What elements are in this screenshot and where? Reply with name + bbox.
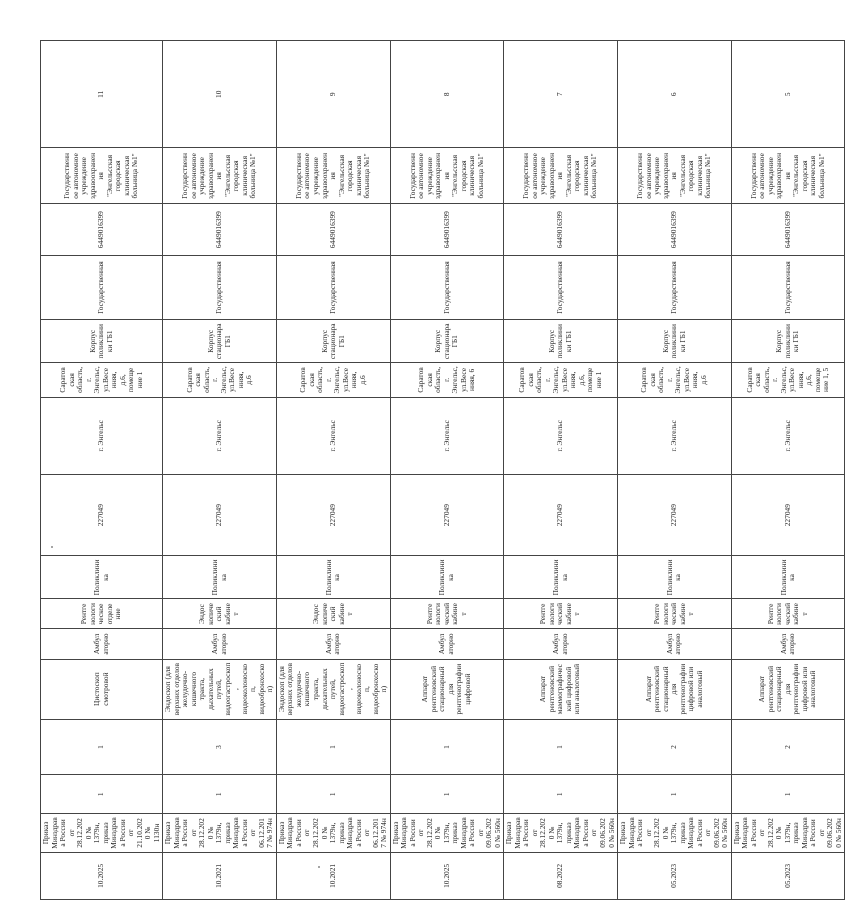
- record-field-13: Приказ Минздрава России от 28.12.2020 № 1379н, приказ Минздрава России от 09.06.2020 № 560н: [390, 814, 504, 853]
- record-11: [41, 41, 163, 900]
- record-field-9: Амбулаторно: [41, 629, 163, 659]
- record-field-9: Амбулаторно: [504, 629, 618, 659]
- record-field-5: г. Энгельс: [163, 397, 277, 474]
- record-field-0: Государственное автономное учреждение здравоохранения "Энгельсская городская клиническая больница №1": [163, 148, 277, 204]
- record-field-7: Поликлиника: [390, 556, 504, 599]
- rotated-table-block: [40, 40, 843, 900]
- record-field-9: Амбулаторно: [276, 629, 390, 659]
- record-field-3: Корпус поликлиники ГБ1: [618, 320, 732, 363]
- record-field-8: Эндоскопический кабинет: [163, 599, 277, 629]
- record-field-0: Государственное автономное учреждение здравоохранения "Энгельсская городская клиническая больница №1": [618, 148, 732, 204]
- record-field-13: Приказ Минздрава России от 28.12.2020 № 1379н, приказ Минздрава России от 09.06.2020 № 560н: [731, 814, 845, 853]
- record-field-11: 1: [504, 719, 618, 775]
- record-field-13: Приказ Минздрава России от 28.12.2020 № 1379н, приказ Минздрава России от 06.12.2017 № 974н: [163, 814, 277, 853]
- record-field-5: г. Энгельс: [276, 397, 390, 474]
- record-field-8: Рентгенологическое отделение: [41, 599, 163, 629]
- record-number: 11: [41, 41, 163, 149]
- record-field-14: 10.2025: [41, 852, 163, 899]
- record-field-0: Государственное автономное учреждение здравоохранения "Энгельсская городская клиническая больница №1": [276, 148, 390, 204]
- record-field-2: Государственная: [41, 255, 163, 319]
- record-field-1: 6449016399: [390, 204, 504, 256]
- record-field-11: 1: [276, 719, 390, 775]
- record-field-14: 10.2025: [390, 852, 504, 899]
- record-field-10: Аппарат рентгеновский стационарный для рентгенографии цифровой или аналоговый: [731, 659, 845, 719]
- record-field-13: Приказ Минздрава России от 28.12.2020 № 1379н, приказ Минздрава России от 06.12.2017 № 974н: [276, 814, 390, 853]
- record-number: 7: [504, 41, 618, 149]
- record-6: [618, 41, 732, 900]
- record-field-2: Государственная: [731, 255, 845, 319]
- record-field-3: Корпус стационара ГБ1: [276, 320, 390, 363]
- record-field-8: Рентгенологический кабинет: [504, 599, 618, 629]
- record-field-10: Эндоскоп (для верхних отделов желудочно-кишечного тракта, дыхательных путей, видеогастроскоп, видеоколоноскоп, видеобронхоскоп): [163, 659, 277, 719]
- record-field-2: Государственная: [276, 255, 390, 319]
- record-field-10: Аппарат рентгеновский стационарный для рентгенографии цифровой: [390, 659, 504, 719]
- record-field-12: 1: [163, 775, 277, 814]
- record-field-9: Амбулаторно: [731, 629, 845, 659]
- record-field-1: 6449016399: [276, 204, 390, 256]
- record-field-13: Приказ Минздрава России от 28.12.2020 № 1379н, приказ Минздрава России от 21.10.2020 № 1130н: [41, 814, 163, 853]
- record-field-12: 1: [618, 775, 732, 814]
- record-field-3: Корпус стационара ГБ1: [390, 320, 504, 363]
- record-10: [163, 41, 277, 900]
- record-field-6: 227049: [41, 474, 163, 556]
- record-field-6: 227049: [276, 474, 390, 556]
- record-field-2: Государственная: [618, 255, 732, 319]
- record-field-5: г. Энгельс: [390, 397, 504, 474]
- record-field-11: 3: [163, 719, 277, 775]
- record-number: 10: [163, 41, 277, 149]
- record-number: 6: [618, 41, 732, 149]
- record-field-4: Саратовская область, г. Энгельс, ул.Весенняя, 6: [390, 363, 504, 397]
- record-7: [504, 41, 618, 900]
- record-field-0: Государственное автономное учреждение здравоохранения "Энгельсская городская клиническая больница №1": [731, 148, 845, 204]
- record-field-0: Государственное автономное учреждение здравоохранения "Энгельсская городская клиническая больница №1": [41, 148, 163, 204]
- record-field-12: 1: [390, 775, 504, 814]
- record-field-7: Поликлиника: [41, 556, 163, 599]
- record-field-6: 227049: [390, 474, 504, 556]
- record-field-2: Государственная: [163, 255, 277, 319]
- record-field-11: 1: [390, 719, 504, 775]
- record-field-5: г. Энгельс: [504, 397, 618, 474]
- record-field-4: Саратовская область, г. Энгельс, ул.Весенняя, д.6, помещение 1: [504, 363, 618, 397]
- record-field-6: 227049: [618, 474, 732, 556]
- record-field-1: 6449016399: [41, 204, 163, 256]
- record-field-7: Поликлиника: [731, 556, 845, 599]
- record-field-0: Государственное автономное учреждение здравоохранения "Энгельсская городская клиническая больница №1": [504, 148, 618, 204]
- record-field-10: Цистоскоп смотровой: [41, 659, 163, 719]
- record-field-13: Приказ Минздрава России от 28.12.2020 № 1379н, приказ Минздрава России от 09.06.2020 № 560н: [618, 814, 732, 853]
- record-number: 8: [390, 41, 504, 149]
- record-field-5: г. Энгельс: [731, 397, 845, 474]
- record-field-5: г. Энгельс: [618, 397, 732, 474]
- record-field-12: 1: [504, 775, 618, 814]
- record-number: 5: [731, 41, 845, 149]
- record-field-12: 1: [276, 775, 390, 814]
- record-field-6: 227049: [163, 474, 277, 556]
- record-field-14: 10.2021: [163, 852, 277, 899]
- record-field-14: 08.2022: [504, 852, 618, 899]
- record-field-1: 6449016399: [618, 204, 732, 256]
- record-field-8: Рентгенологический кабинет: [618, 599, 732, 629]
- record-field-4: Саратовская область, г. Энгельс, ул.Весенняя, д.6: [163, 363, 277, 397]
- record-field-4: Саратовская область, г. Энгельс, ул.Весенняя, д.6: [618, 363, 732, 397]
- record-field-12: 1: [41, 775, 163, 814]
- record-field-1: 6449016399: [731, 204, 845, 256]
- record-field-8: Рентгенологический кабинет: [731, 599, 845, 629]
- record-field-10: Эндоскоп (для верхних отделов желудочно-кишечного тракта, дыхательных путей, видеогастроскоп, видеоколоноскоп, видеобронхоскоп): [276, 659, 390, 719]
- record-field-14: 10.2021: [276, 852, 390, 899]
- record-field-11: 1: [41, 719, 163, 775]
- record-field-14: 05.2023: [731, 852, 845, 899]
- record-field-6: 227049: [731, 474, 845, 556]
- record-field-9: Амбулаторно: [163, 629, 277, 659]
- record-field-12: 1: [731, 775, 845, 814]
- record-field-14: 05.2023: [618, 852, 732, 899]
- record-field-6: 227049: [504, 474, 618, 556]
- record-5: [731, 41, 845, 900]
- record-field-2: Государственная: [504, 255, 618, 319]
- record-field-1: 6449016399: [504, 204, 618, 256]
- record-field-4: Саратовская область, г. Энгельс, ул.Весенняя, д.6: [276, 363, 390, 397]
- record-number: 9: [276, 41, 390, 149]
- record-field-2: Государственная: [390, 255, 504, 319]
- record-field-9: Амбулаторно: [618, 629, 732, 659]
- record-field-11: 2: [731, 719, 845, 775]
- record-field-4: Саратовская область, г. Энгельс, ул.Весенняя, д.6, помещение 1, 5: [731, 363, 845, 397]
- record-field-11: 2: [618, 719, 732, 775]
- record-field-5: г. Энгельс: [41, 397, 163, 474]
- record-9: [276, 41, 390, 900]
- record-field-3: Корпус поликлиники ГБ1: [731, 320, 845, 363]
- record-field-7: Поликлиника: [163, 556, 277, 599]
- equipment-table: [40, 40, 845, 900]
- record-field-3: Корпус поликлиники ГБ1: [504, 320, 618, 363]
- record-field-3: Корпус поликлиники ГБ1: [41, 320, 163, 363]
- record-field-8: Эндоскопический кабинет: [276, 599, 390, 629]
- record-field-0: Государственное автономное учреждение здравоохранения "Энгельсская городская клиническая больница №1": [390, 148, 504, 204]
- record-field-7: Поликлиника: [276, 556, 390, 599]
- record-8: [390, 41, 504, 900]
- record-field-7: Поликлиника: [618, 556, 732, 599]
- record-field-7: Поликлиника: [504, 556, 618, 599]
- record-field-8: Рентгенологический кабинет: [390, 599, 504, 629]
- record-field-4: Саратовская область, г. Энгельс, ул.Весенняя, д.6, помещение 1: [41, 363, 163, 397]
- record-field-3: Корпус стационара ГБ1: [163, 320, 277, 363]
- record-field-1: 6449016399: [163, 204, 277, 256]
- record-field-13: Приказ Минздрава России от 28.12.2020 № 1379н, приказ Минздрава России от 09.06.2020 № 560н: [504, 814, 618, 853]
- record-field-10: Аппарат рентгеновский маммографический цифровой или аналоговый: [504, 659, 618, 719]
- record-field-10: Аппарат рентгеновский стационарный для рентгенографии цифровой или аналоговый: [618, 659, 732, 719]
- record-field-9: Амбулаторно: [390, 629, 504, 659]
